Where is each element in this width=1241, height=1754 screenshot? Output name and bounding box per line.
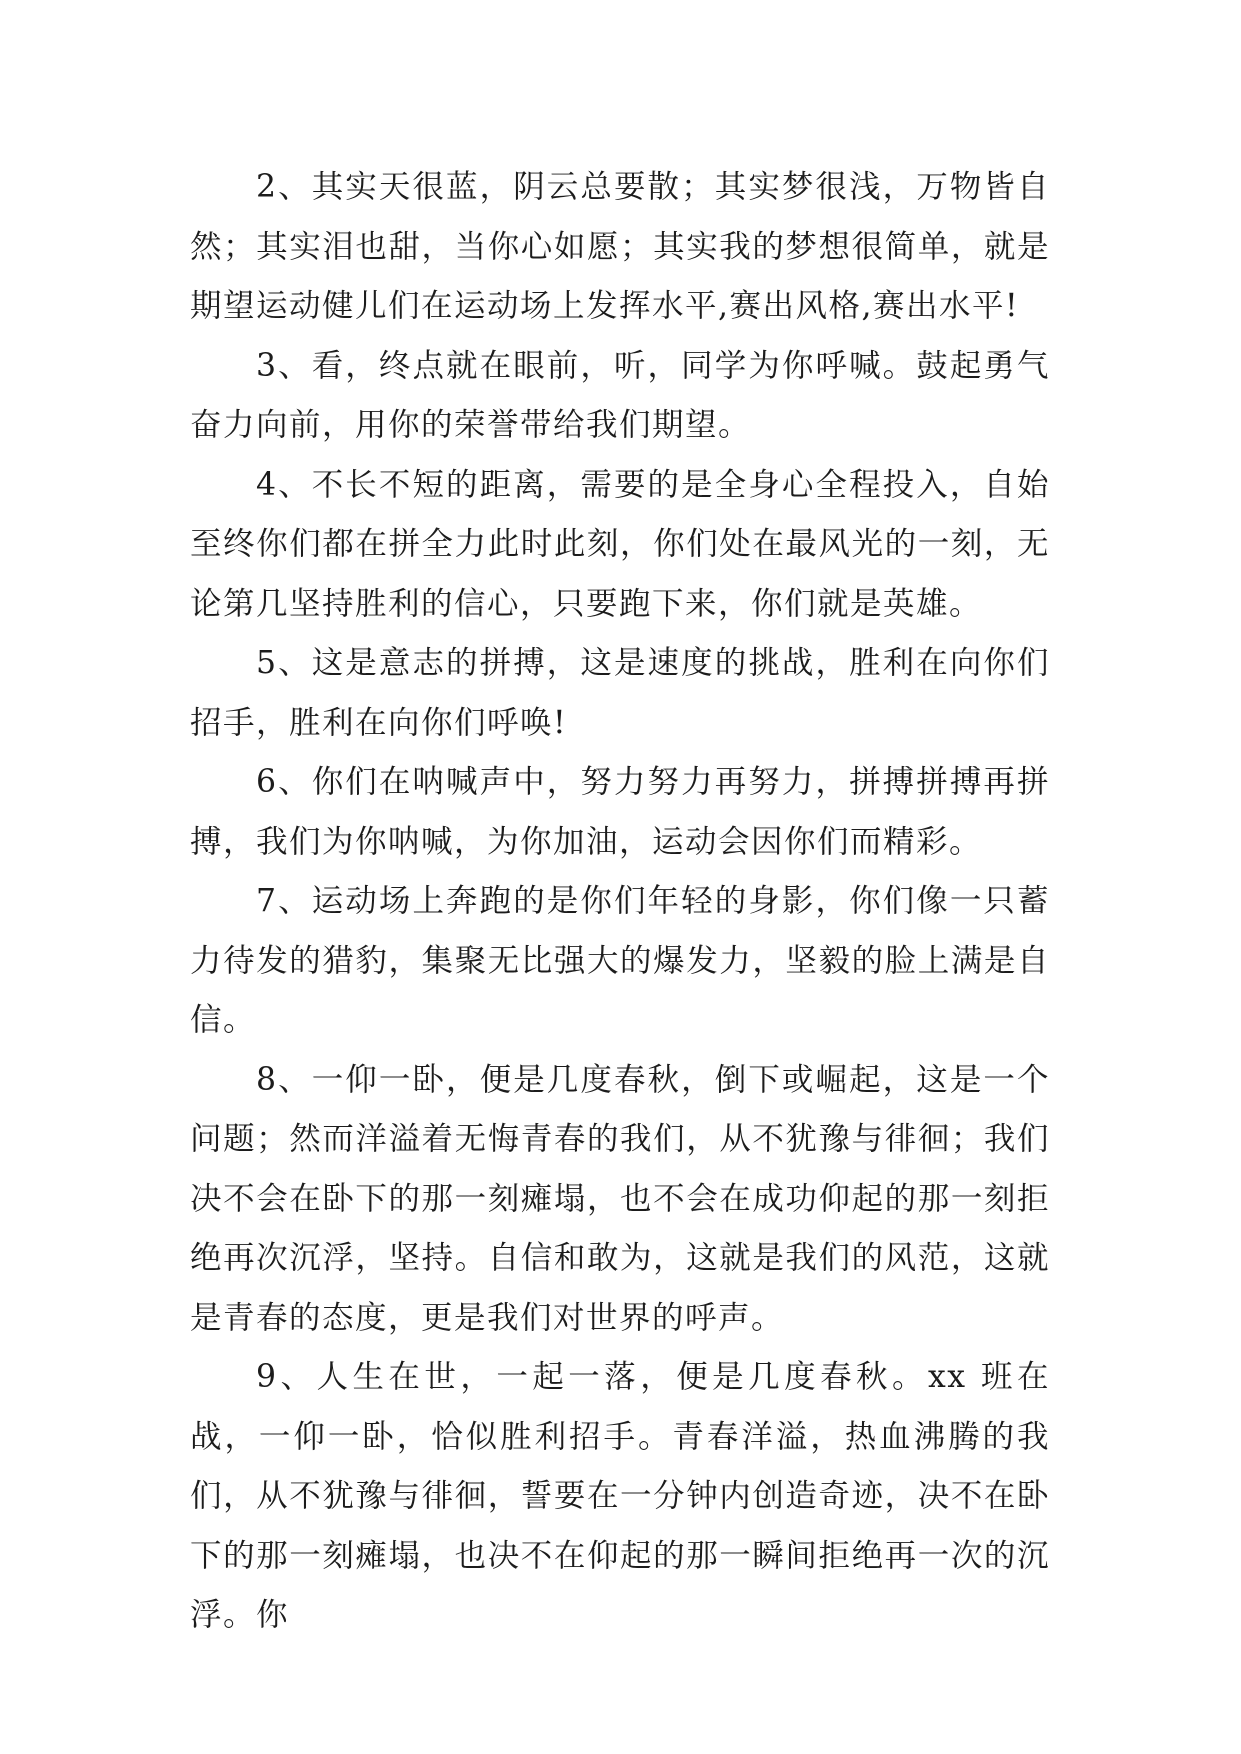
paragraph-2: 2、其实天很蓝，阴云总要散；其实梦很浅，万物皆自然；其实泪也甜，当你心如愿；其实我的梦想很简单，就是期望运动健儿们在运动场上发挥水平,赛出风格,赛出水平! bbox=[190, 169, 1050, 324]
paragraph-8: 8、一仰一卧，便是几度春秋，倒下或崛起，这是一个问题；然而洋溢着无悔青春的我们，从不犹豫与徘徊；我们决不会在卧下的那一刻瘫塌，也不会在成功仰起的那一刻拒绝再次沉浮，坚持。自信和敢为，这就是我们的风范，这就是青春的态度，更是我们对世界的呼声。 bbox=[190, 1061, 1050, 1336]
paragraph-7: 7、运动场上奔跑的是你们年轻的身影，你们像一只蓄力待发的猎豹，集聚无比强大的爆发力，坚毅的脸上满是自信。 bbox=[190, 883, 1050, 1038]
paragraph-4: 4、不长不短的距离，需要的是全身心全程投入，自始至终你们都在拼全力此时此刻，你们处在最风光的一刻，无论第几坚持胜利的信心，只要跑下来，你们就是英雄。 bbox=[190, 466, 1050, 622]
paragraph-6: 6、你们在呐喊声中，努力努力再努力，拼搏拼搏再拼搏，我们为你呐喊，为你加油，运动会因你们而精彩。 bbox=[190, 764, 1050, 860]
paragraph-9: 9、人生在世，一起一落，便是几度春秋。xx 班在战，一仰一卧，恰似胜利招手。青春洋溢，热血沸腾的我们，从不犹豫与徘徊，誓要在一分钟内创造奇迹，决不在卧下的那一刻瘫塌，也决不在仰起的那一瞬间拒绝再一次的沉浮。你 bbox=[190, 1359, 1050, 1633]
paragraph-5: 5、这是意志的拼搏，这是速度的挑战，胜利在向你们招手，胜利在向你们呼唤! bbox=[190, 645, 1050, 741]
paragraph-3: 3、看，终点就在眼前，听，同学为你呼喊。鼓起勇气奋力向前，用你的荣誉带给我们期望。 bbox=[190, 347, 1050, 443]
document-body bbox=[190, 158, 1050, 1646]
